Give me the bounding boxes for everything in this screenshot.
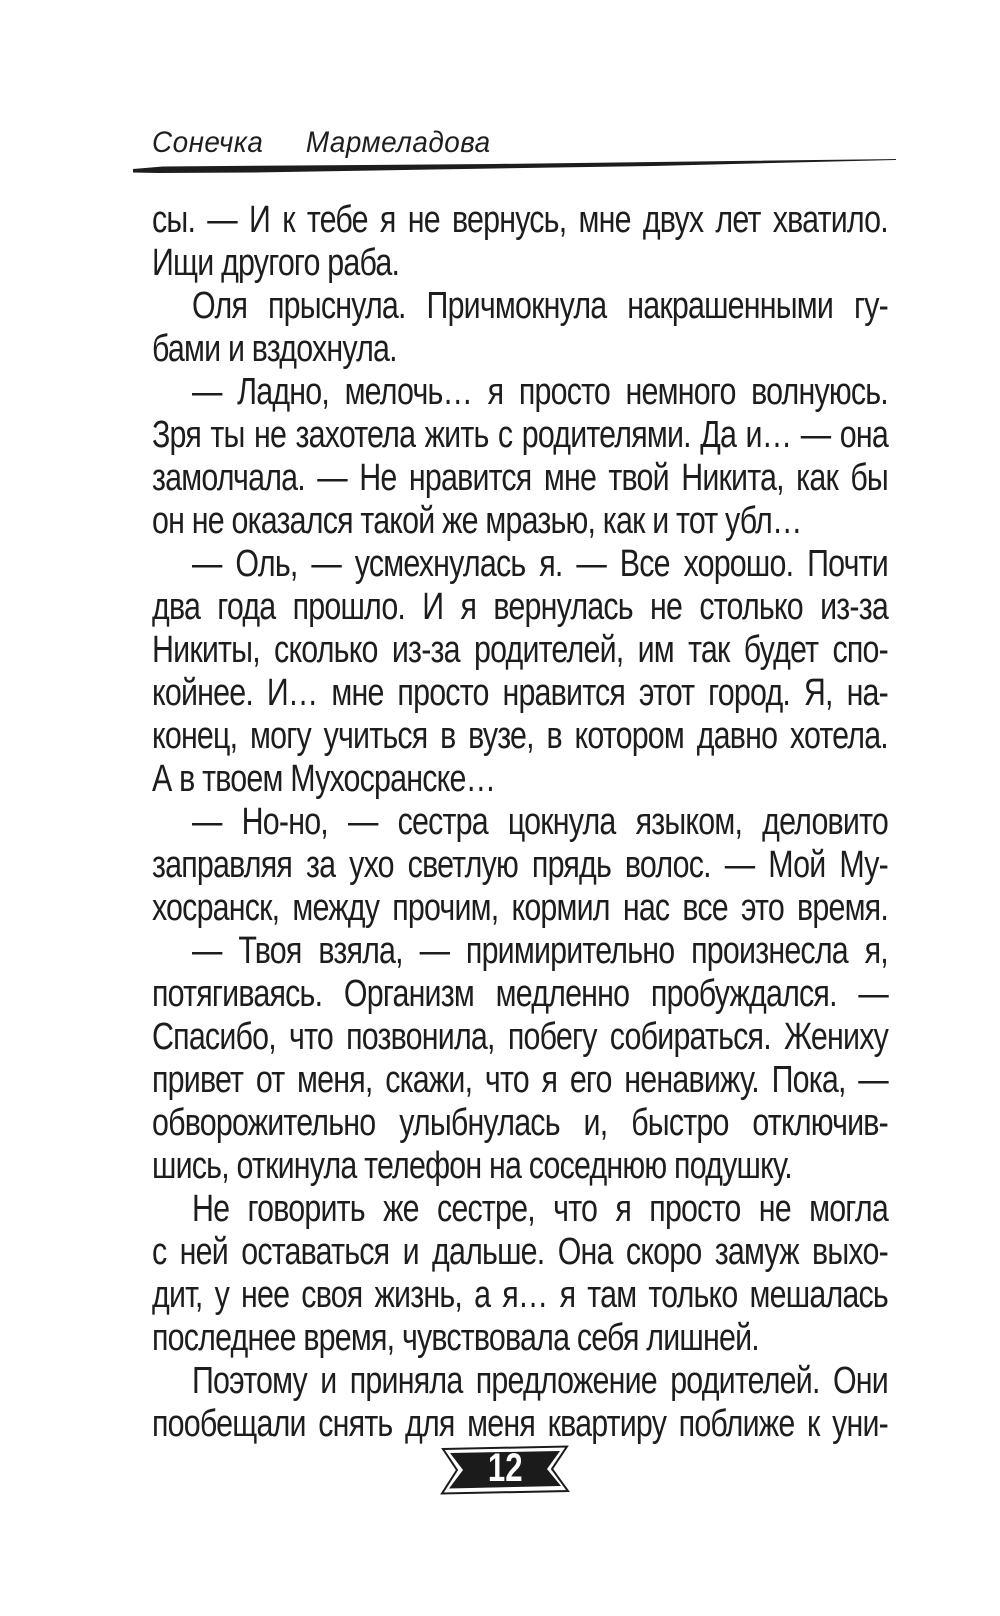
text-line: А в твоем Мухосранске… — [152, 758, 496, 800]
text-line: Ищи другого раба. — [152, 242, 400, 284]
text-line: заправляя за ухо светлую прядь волос. — Мой Му- — [152, 844, 888, 886]
text-line: — Ладно, мелочь… я просто немного волнуюсь. — [192, 371, 888, 413]
text-line: Зря ты не захотела жить с родителями. Да и… — она — [152, 414, 888, 456]
text-line: — Твоя взяла, — примирительно произнесла я, — [192, 930, 888, 972]
text-line: Не говорить же сестре, что я просто не могла — [192, 1188, 888, 1230]
text-line: замолчала. — Не нравится мне твой Никита, как бы — [152, 457, 888, 499]
body-text — [152, 199, 888, 1446]
text-line: сы. — И к тебе я не вернусь, мне двух лет хватило. — [152, 199, 888, 241]
text-line: — Оль, — усмехнулась я. — Все хорошо. Почти — [192, 543, 888, 585]
text-line: привет от меня, скажи, что я его ненавижу. Пока, — — [152, 1059, 888, 1101]
text-line: Оля прыснула. Причмокнула накрашенными гу- — [192, 285, 888, 327]
text-line: шись, откинула телефон на соседнюю подушку. — [152, 1145, 792, 1187]
text-line: Поэтому и приняла предложение родителей. Они — [192, 1360, 888, 1402]
text-line: дит, у нее своя жизнь, а я… я там только мешалась — [152, 1274, 888, 1316]
text-line: он не оказался такой же мразью, как и тот убл… — [152, 500, 802, 542]
text-line: койнее. И… мне просто нравится этот город. Я, на- — [152, 672, 888, 714]
text-line: Никиты, сколько из-за родителей, им так будет спо- — [152, 629, 888, 671]
text-line: потягиваясь. Организм медленно пробуждался. — — [152, 973, 888, 1015]
text-line: последнее время, чувствовала себя лишней. — [152, 1317, 759, 1359]
page-number-ribbon — [439, 1443, 571, 1497]
text-line: пообещали снять для меня квартиру поближе к уни- — [152, 1403, 888, 1445]
text-line: обворожительно улыбнулась и, быстро отключив- — [152, 1102, 888, 1144]
page-number: 12 — [487, 1446, 523, 1490]
text-line: хосранск, между прочим, кормил нас все это время. — [152, 887, 888, 929]
header-rule-line — [133, 157, 898, 175]
text-line: два года прошло. И я вернулась не столько из-за — [152, 586, 888, 628]
text-line: Спасибо, что позвонила, побегу собираться. Жениху — [152, 1016, 888, 1058]
text-line: — Но-но, — сестра цокнула языком, деловито — [192, 801, 888, 843]
running-header-title: Сонечка Мармеладова — [152, 126, 491, 159]
text-line: с ней оставаться и дальше. Она скоро замуж выхо- — [152, 1231, 888, 1273]
text-line: конец, могу учиться в вузе, в котором давно хотела. — [152, 715, 888, 757]
text-line: бами и вздохнула. — [152, 328, 397, 370]
